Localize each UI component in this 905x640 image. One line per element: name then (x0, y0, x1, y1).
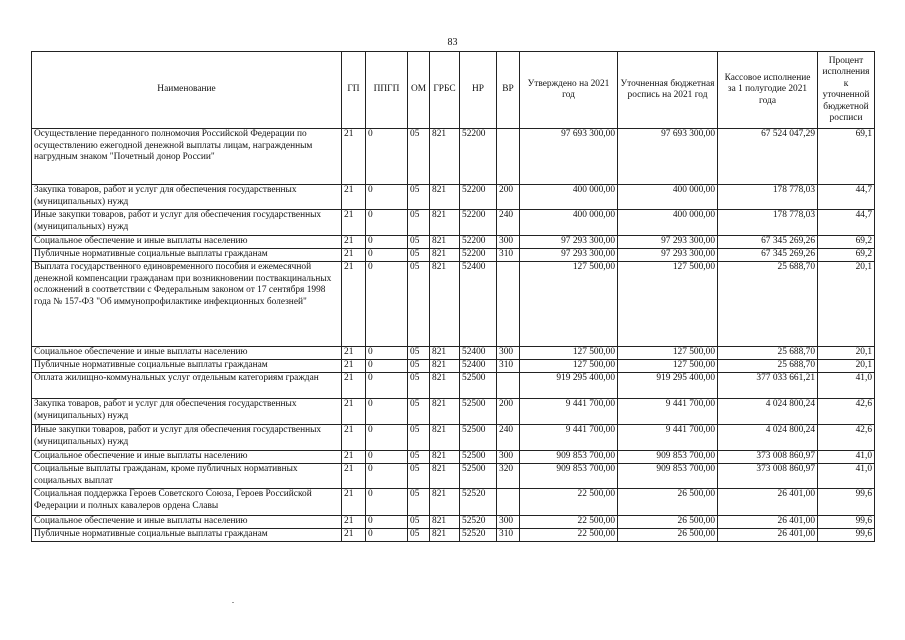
row-percent: 44,7 (818, 185, 875, 210)
row-om: 05 (408, 451, 430, 464)
row-ppgp: 0 (366, 347, 408, 360)
row-grbs: 821 (430, 451, 460, 464)
row-name: Публичные нормативные социальные выплаты гражданам (32, 249, 342, 262)
row-refined: 97 293 300,00 (618, 236, 718, 249)
row-cash: 178 778,03 (718, 210, 818, 236)
row-gp: 21 (342, 129, 366, 185)
row-np: 52520 (460, 529, 497, 542)
row-cash: 67 345 269,26 (718, 236, 818, 249)
row-ppgp: 0 (366, 249, 408, 262)
row-refined: 97 693 300,00 (618, 129, 718, 185)
row-gp: 21 (342, 489, 366, 516)
row-ppgp: 0 (366, 185, 408, 210)
row-name: Выплата государственного единовременного пособия и ежемесячной денежной компенсации гражданам при возникновении поствакцинальных осложнений в соответствии с Федеральным законом от 17 сентября 1998 года № 157-ФЗ "Об иммунопрофилактике инфекционных болезней" (32, 262, 342, 347)
row-approved: 9 441 700,00 (520, 425, 618, 451)
row-name: Иные закупки товаров, работ и услуг для обеспечения государственных (муниципальных) нужд (32, 425, 342, 451)
row-np: 52500 (460, 399, 497, 425)
row-om: 05 (408, 516, 430, 529)
row-cash: 26 401,00 (718, 489, 818, 516)
row-cash: 67 524 047,29 (718, 129, 818, 185)
table-row (32, 210, 875, 236)
row-gp: 21 (342, 236, 366, 249)
row-percent: 41,0 (818, 373, 875, 399)
row-percent: 42,6 (818, 399, 875, 425)
row-np: 52400 (460, 262, 497, 347)
table-row (32, 249, 875, 262)
row-name: Социальное обеспечение и иные выплаты населению (32, 516, 342, 529)
row-cash: 178 778,03 (718, 185, 818, 210)
table-row (32, 347, 875, 360)
table-row (32, 129, 875, 185)
row-gp: 21 (342, 185, 366, 210)
row-vr: 310 (497, 249, 520, 262)
row-refined: 909 853 700,00 (618, 451, 718, 464)
row-percent: 41,0 (818, 464, 875, 489)
row-grbs: 821 (430, 529, 460, 542)
row-grbs: 821 (430, 185, 460, 210)
header-vr: ВР (497, 52, 520, 129)
row-om: 05 (408, 373, 430, 399)
page-number: 83 (447, 37, 458, 48)
row-om: 05 (408, 262, 430, 347)
row-grbs: 821 (430, 347, 460, 360)
row-refined: 26 500,00 (618, 516, 718, 529)
table-row (32, 236, 875, 249)
row-np: 52500 (460, 451, 497, 464)
row-om: 05 (408, 129, 430, 185)
row-om: 05 (408, 425, 430, 451)
row-vr: 240 (497, 425, 520, 451)
row-approved: 919 295 400,00 (520, 373, 618, 399)
row-percent: 20,1 (818, 347, 875, 360)
row-name: Иные закупки товаров, работ и услуг для обеспечения государственных (муниципальных) нужд (32, 210, 342, 236)
row-ppgp: 0 (366, 464, 408, 489)
row-vr (497, 262, 520, 347)
row-gp: 21 (342, 399, 366, 425)
row-approved: 97 293 300,00 (520, 236, 618, 249)
row-gp: 21 (342, 210, 366, 236)
table-row (32, 373, 875, 399)
row-refined: 127 500,00 (618, 262, 718, 347)
row-percent: 20,1 (818, 262, 875, 347)
row-np: 52400 (460, 360, 497, 373)
row-percent: 69,2 (818, 249, 875, 262)
row-grbs: 821 (430, 262, 460, 347)
row-cash: 4 024 800,24 (718, 399, 818, 425)
row-refined: 400 000,00 (618, 210, 718, 236)
row-gp: 21 (342, 347, 366, 360)
header-percent: Процент исполнения к уточненной бюджетной росписи (818, 52, 875, 129)
row-name: Социальное обеспечение и иные выплаты населению (32, 451, 342, 464)
row-ppgp: 0 (366, 399, 408, 425)
row-om: 05 (408, 464, 430, 489)
row-gp: 21 (342, 529, 366, 542)
row-approved: 22 500,00 (520, 529, 618, 542)
header-ppgp: ППГП (366, 52, 408, 129)
row-grbs: 821 (430, 210, 460, 236)
row-np: 52520 (460, 516, 497, 529)
row-percent: 42,6 (818, 425, 875, 451)
row-refined: 127 500,00 (618, 347, 718, 360)
row-name: Социальные выплаты гражданам, кроме публичных нормативных социальных выплат (32, 464, 342, 489)
row-refined: 127 500,00 (618, 360, 718, 373)
row-cash: 4 024 800,24 (718, 425, 818, 451)
row-vr (497, 373, 520, 399)
row-approved: 97 693 300,00 (520, 129, 618, 185)
row-gp: 21 (342, 425, 366, 451)
header-np: НР (460, 52, 497, 129)
row-gp: 21 (342, 516, 366, 529)
row-approved: 400 000,00 (520, 210, 618, 236)
row-gp: 21 (342, 451, 366, 464)
row-cash: 373 008 860,97 (718, 451, 818, 464)
table-row (32, 262, 875, 347)
row-om: 05 (408, 360, 430, 373)
header-approved: Утверждено на 2021 год (520, 52, 618, 129)
row-vr: 300 (497, 516, 520, 529)
row-percent: 41,0 (818, 451, 875, 464)
row-grbs: 821 (430, 129, 460, 185)
scan-speck (232, 602, 234, 603)
header-om: ОМ (408, 52, 430, 129)
row-om: 05 (408, 185, 430, 210)
row-ppgp: 0 (366, 516, 408, 529)
row-vr: 310 (497, 529, 520, 542)
header-cash: Кассовое исполнение за 1 полугодие 2021 года (718, 52, 818, 129)
row-grbs: 821 (430, 425, 460, 451)
row-ppgp: 0 (366, 129, 408, 185)
row-grbs: 821 (430, 236, 460, 249)
row-grbs: 821 (430, 249, 460, 262)
row-grbs: 821 (430, 489, 460, 516)
table-body (32, 129, 875, 542)
budget-table (31, 51, 875, 542)
row-om: 05 (408, 347, 430, 360)
row-refined: 400 000,00 (618, 185, 718, 210)
row-refined: 9 441 700,00 (618, 425, 718, 451)
row-refined: 9 441 700,00 (618, 399, 718, 425)
table-row (32, 516, 875, 529)
row-approved: 127 500,00 (520, 360, 618, 373)
row-ppgp: 0 (366, 373, 408, 399)
row-vr: 300 (497, 451, 520, 464)
row-vr: 320 (497, 464, 520, 489)
row-vr (497, 129, 520, 185)
row-cash: 373 008 860,97 (718, 464, 818, 489)
row-np: 52200 (460, 249, 497, 262)
row-ppgp: 0 (366, 451, 408, 464)
row-gp: 21 (342, 262, 366, 347)
row-name: Публичные нормативные социальные выплаты гражданам (32, 529, 342, 542)
row-np: 52500 (460, 464, 497, 489)
row-cash: 67 345 269,26 (718, 249, 818, 262)
row-approved: 97 293 300,00 (520, 249, 618, 262)
row-refined: 919 295 400,00 (618, 373, 718, 399)
row-percent: 69,2 (818, 236, 875, 249)
table-row (32, 185, 875, 210)
row-approved: 909 853 700,00 (520, 464, 618, 489)
table-row (32, 464, 875, 489)
table-row (32, 451, 875, 464)
row-grbs: 821 (430, 399, 460, 425)
row-ppgp: 0 (366, 529, 408, 542)
row-gp: 21 (342, 360, 366, 373)
row-name: Социальное обеспечение и иные выплаты населению (32, 347, 342, 360)
row-refined: 26 500,00 (618, 489, 718, 516)
row-name: Оплата жилищно-коммунальных услуг отдельным категориям граждан (32, 373, 342, 399)
row-ppgp: 0 (366, 262, 408, 347)
row-refined: 26 500,00 (618, 529, 718, 542)
row-approved: 9 441 700,00 (520, 399, 618, 425)
row-cash: 25 688,70 (718, 360, 818, 373)
row-approved: 909 853 700,00 (520, 451, 618, 464)
row-grbs: 821 (430, 464, 460, 489)
row-np: 52520 (460, 489, 497, 516)
row-vr (497, 489, 520, 516)
row-name: Закупка товаров, работ и услуг для обеспечения государственных (муниципальных) нужд (32, 185, 342, 210)
row-name: Социальная поддержка Героев Советского Союза, Героев Российской Федерации и полных кавалеров ордена Славы (32, 489, 342, 516)
table-row (32, 425, 875, 451)
row-percent: 99,6 (818, 516, 875, 529)
row-percent: 20,1 (818, 360, 875, 373)
row-gp: 21 (342, 249, 366, 262)
row-np: 52200 (460, 210, 497, 236)
row-refined: 909 853 700,00 (618, 464, 718, 489)
row-vr: 310 (497, 360, 520, 373)
row-ppgp: 0 (366, 210, 408, 236)
row-om: 05 (408, 489, 430, 516)
row-np: 52200 (460, 236, 497, 249)
row-name: Социальное обеспечение и иные выплаты населению (32, 236, 342, 249)
row-om: 05 (408, 249, 430, 262)
header-name: Наименование (32, 52, 342, 129)
row-gp: 21 (342, 464, 366, 489)
row-cash: 25 688,70 (718, 347, 818, 360)
header-row (32, 52, 875, 129)
row-grbs: 821 (430, 516, 460, 529)
table-row (32, 489, 875, 516)
table-row (32, 399, 875, 425)
row-om: 05 (408, 236, 430, 249)
row-percent: 99,6 (818, 529, 875, 542)
row-gp: 21 (342, 373, 366, 399)
row-name: Осуществление переданного полномочия Российской Федерации по осуществлению ежегодной денежной выплаты лицам, награжденным нагрудным знаком "Почетный донор России" (32, 129, 342, 185)
row-np: 52200 (460, 129, 497, 185)
row-vr: 300 (497, 236, 520, 249)
row-grbs: 821 (430, 360, 460, 373)
row-om: 05 (408, 399, 430, 425)
header-gp: ГП (342, 52, 366, 129)
row-refined: 97 293 300,00 (618, 249, 718, 262)
header-refined: Уточненная бюджетная роспись на 2021 год (618, 52, 718, 129)
row-name: Публичные нормативные социальные выплаты гражданам (32, 360, 342, 373)
row-vr: 200 (497, 399, 520, 425)
row-grbs: 821 (430, 373, 460, 399)
row-percent: 99,6 (818, 489, 875, 516)
row-ppgp: 0 (366, 236, 408, 249)
table-row (32, 360, 875, 373)
row-vr: 300 (497, 347, 520, 360)
row-ppgp: 0 (366, 360, 408, 373)
row-percent: 69,1 (818, 129, 875, 185)
row-approved: 127 500,00 (520, 262, 618, 347)
row-om: 05 (408, 210, 430, 236)
row-ppgp: 0 (366, 489, 408, 516)
row-np: 52500 (460, 425, 497, 451)
row-om: 05 (408, 529, 430, 542)
row-approved: 400 000,00 (520, 185, 618, 210)
row-cash: 26 401,00 (718, 516, 818, 529)
row-name: Закупка товаров, работ и услуг для обеспечения государственных (муниципальных) нужд (32, 399, 342, 425)
row-approved: 22 500,00 (520, 516, 618, 529)
row-ppgp: 0 (366, 425, 408, 451)
row-cash: 25 688,70 (718, 262, 818, 347)
row-vr: 240 (497, 210, 520, 236)
row-percent: 44,7 (818, 210, 875, 236)
row-approved: 127 500,00 (520, 347, 618, 360)
row-cash: 26 401,00 (718, 529, 818, 542)
row-approved: 22 500,00 (520, 489, 618, 516)
row-np: 52200 (460, 185, 497, 210)
row-cash: 377 033 661,21 (718, 373, 818, 399)
header-grbs: ГРБС (430, 52, 460, 129)
table-row (32, 529, 875, 542)
row-np: 52400 (460, 347, 497, 360)
row-vr: 200 (497, 185, 520, 210)
row-np: 52500 (460, 373, 497, 399)
